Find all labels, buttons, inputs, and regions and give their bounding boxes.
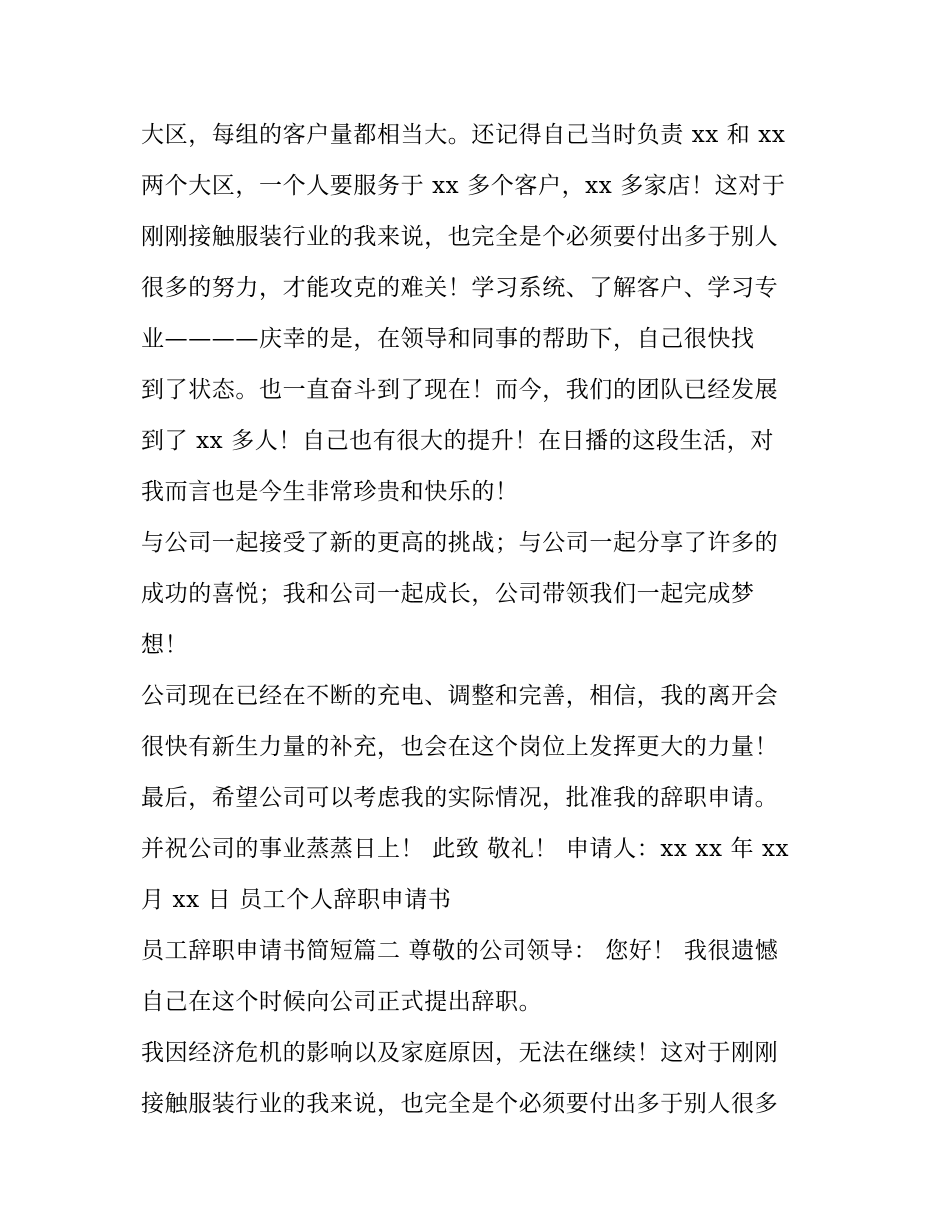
text-line: 到了状态。也一直奋斗到了现在！而今，我们的团队已经发展 (141, 377, 779, 403)
text-line: 我因经济危机的影响以及家庭原因，无法在继续！这对于刚刚 (141, 1040, 779, 1066)
text-line: 大区，每组的客户量都相当大。还记得自己当时负责 xx 和 xx (141, 122, 786, 148)
text-line: 接触服装行业的我来说，也完全是个必须要付出多于别人很多 (141, 1091, 779, 1117)
text-line: 与公司一起接受了新的更高的挑战；与公司一起分享了许多的 (141, 530, 779, 556)
text-line: 很多的努力，才能攻克的难关！学习系统、了解客户、学习专 (141, 275, 779, 301)
text-line: 很快有新生力量的补充，也会在这个岗位上发挥更大的力量！ (141, 734, 779, 760)
text-line: 刚刚接触服装行业的我来说，也完全是个必须要付出多于别人 (141, 224, 779, 250)
text-line: 并祝公司的事业蒸蒸日上！ 此致 敬礼！ 申请人：xx xx 年 xx (141, 836, 790, 862)
text-line: 两个大区，一个人要服务于 xx 多个客户，xx 多家店！这对于 (141, 173, 786, 199)
text-line: 业————庆幸的是，在领导和同事的帮助下，自己很快找 (141, 326, 755, 352)
text-line: 自己在这个时候向公司正式提出辞职。 (141, 989, 543, 1015)
text-line: 公司现在已经在不断的充电、调整和完善，相信，我的离开会 (141, 683, 779, 709)
text-line: 员工辞职申请书简短篇二 尊敬的公司领导： 您好！ 我很遗憾 (141, 938, 779, 964)
text-line: 想！ (141, 632, 189, 658)
text-line: 到了 xx 多人！自己也有很大的提升！在日播的这段生活，对 (141, 428, 774, 454)
document-body (141, 110, 821, 1130)
text-line: 成功的喜悦；我和公司一起成长，公司带领我们一起完成梦 (141, 581, 755, 607)
text-line: 最后，希望公司可以考虑我的实际情况，批准我的辞职申请。 (141, 785, 779, 811)
text-line: 我而言也是今生非常珍贵和快乐的！ (141, 479, 519, 505)
text-line: 月 xx 日 员工个人辞职申请书 (141, 887, 452, 913)
